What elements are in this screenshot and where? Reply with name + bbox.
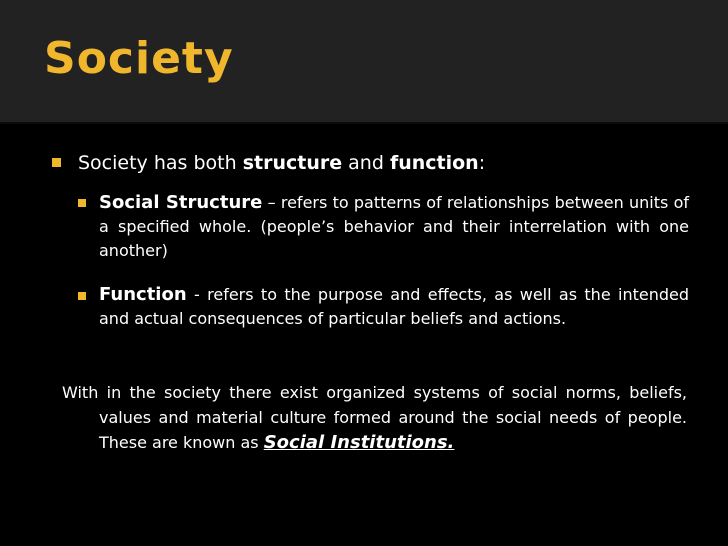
social-institutions-emphasis: Social Institutions. xyxy=(263,432,455,453)
bullet-text: Society has both xyxy=(78,152,243,174)
bullet-text: : xyxy=(478,152,486,174)
definition-text: - refers to the purpose and effects, as well as the intended and actual consequences of particular beliefs and actions. xyxy=(99,285,689,328)
bullet-square-icon xyxy=(52,158,61,167)
social-institutions-paragraph xyxy=(62,380,687,455)
sub-bullet-square-icon xyxy=(78,199,86,207)
sub-bullet-square-icon xyxy=(78,292,86,300)
bullet-society-structure-function xyxy=(78,150,688,176)
sub-bullet-social-structure xyxy=(99,191,689,263)
title-band xyxy=(0,0,728,124)
bullet-text: and xyxy=(342,152,390,174)
term-function: Function xyxy=(99,284,187,305)
paragraph-text: With in the society there exist organized systems of social norms, beliefs, values and material culture formed around the social needs of people. These are known as xyxy=(62,383,687,452)
slide-title: Society xyxy=(44,33,234,84)
sub-bullet-function xyxy=(99,283,689,331)
definition-text: – refers to patterns of relationships between units of a specified whole. (people’s behavior and their interrelation with one another) xyxy=(99,193,690,260)
bold-function: function xyxy=(389,152,479,174)
term-social-structure: Social Structure xyxy=(99,192,263,213)
bold-structure: structure xyxy=(242,152,343,174)
